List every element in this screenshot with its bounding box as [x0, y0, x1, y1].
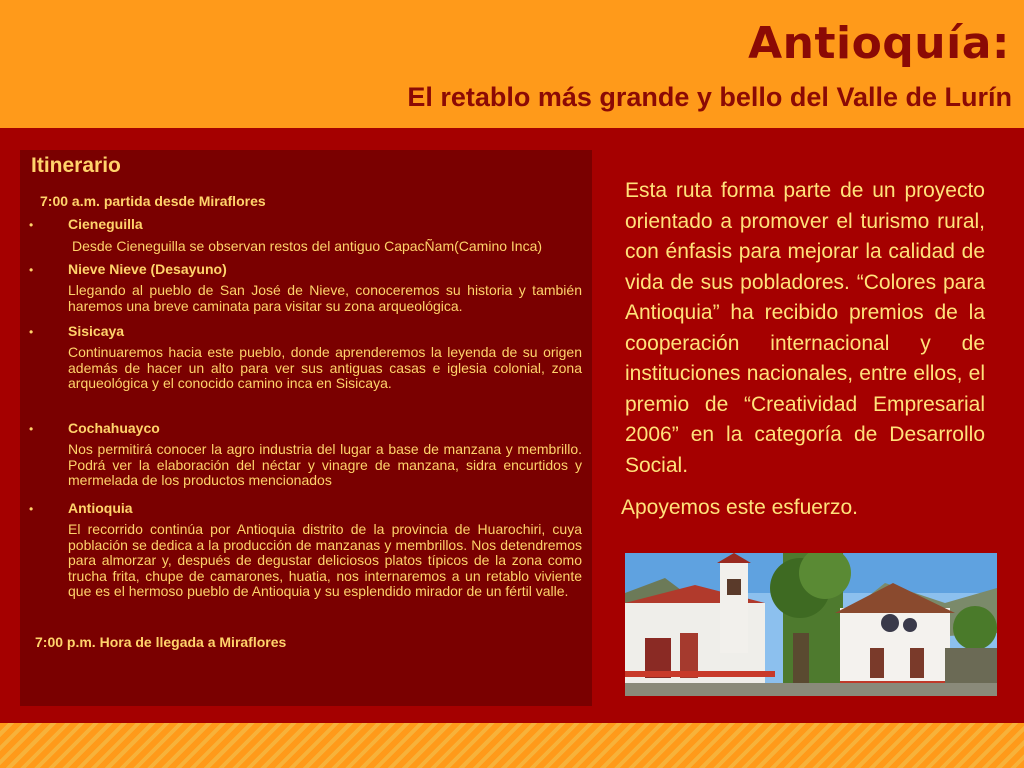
- bullet-icon: •: [29, 422, 34, 436]
- page-subtitle: El retablo más grande y bello del Valle de Lurín: [407, 82, 1012, 112]
- stop-description-antioquia: El recorrido continúa por Antioquia distrito de la provincia de Huarochiri, cuya población se dedica a la producción de manzanas y membrillos. Nos detendremos para almorzar y, después de degustar deliciosos platos típicos de la zona como trucha frita, chupe de camarones, huatia, nos internaremos a un retablo viviente que es el hermoso pueblo de Antioquia y su esplendido mirador de un fértil valle.: [68, 521, 582, 599]
- stop-name-cieneguilla: Cieneguilla: [68, 216, 143, 232]
- bullet-icon: •: [29, 263, 34, 277]
- project-description: Esta ruta forma parte de un proyecto orientado a promover el turismo rural, con énfasis para mejorar la calidad de vida de sus pobladores. “Colores para Antioquia” ha recibido premios de la cooperación internacional y de instituciones nacionales, entre ellos, el premio de “Creatividad Empresarial 2006” en la categoría de Desarrollo Social.: [625, 179, 985, 477]
- stop-name-cochahuayco: Cochahuayco: [68, 420, 160, 436]
- stop-name-sisicaya: Sisicaya: [68, 323, 125, 339]
- itinerary-heading: Itinerario: [31, 154, 121, 177]
- stop-description-nieve-nieve: Llegando al pueblo de San José de Nieve, conoceremos su historia y también haremos una breve caminata para visitar su zona arqueológica.: [68, 282, 582, 314]
- village-illustration: [625, 553, 997, 696]
- page-title: Antioquía:: [748, 18, 1010, 69]
- village-photo: [625, 553, 997, 696]
- departure-time: 7:00 a.m. partida desde Miraflores: [40, 193, 266, 209]
- footer-stripe: [0, 723, 1024, 768]
- stop-name-antioquia: Antioquia: [68, 500, 133, 516]
- stop-description-cieneguilla: Desde Cieneguilla se observan restos del antiguo CapacÑam(Camino Inca): [72, 238, 543, 254]
- arrival-time: 7:00 p.m. Hora de llegada a Miraflores: [35, 634, 287, 650]
- bullet-icon: •: [29, 218, 34, 232]
- stop-description-sisicaya: Continuaremos hacia este pueblo, donde aprenderemos la leyenda de su origen además de hacer un alto para ver sus antiguas casas e iglesia colonial, zona arqueológica y el conocido camino inca en Sisicaya.: [68, 344, 582, 391]
- stop-description-cochahuayco: Nos permitirá conocer la agro industria del lugar a base de manzana y membrillo. Podrá ver la elaboración del néctar y vinagre de manzana, sidra encurtidos y mermelada de los productos mencionados: [68, 441, 582, 488]
- itinerary-panel: [20, 150, 592, 706]
- bullet-icon: •: [29, 502, 34, 516]
- header-banner: [0, 0, 1024, 128]
- closing-call: Apoyemos este esfuerzo.: [621, 496, 858, 519]
- bullet-icon: •: [29, 325, 34, 339]
- stop-name-nieve-nieve: Nieve Nieve (Desayuno): [68, 261, 227, 277]
